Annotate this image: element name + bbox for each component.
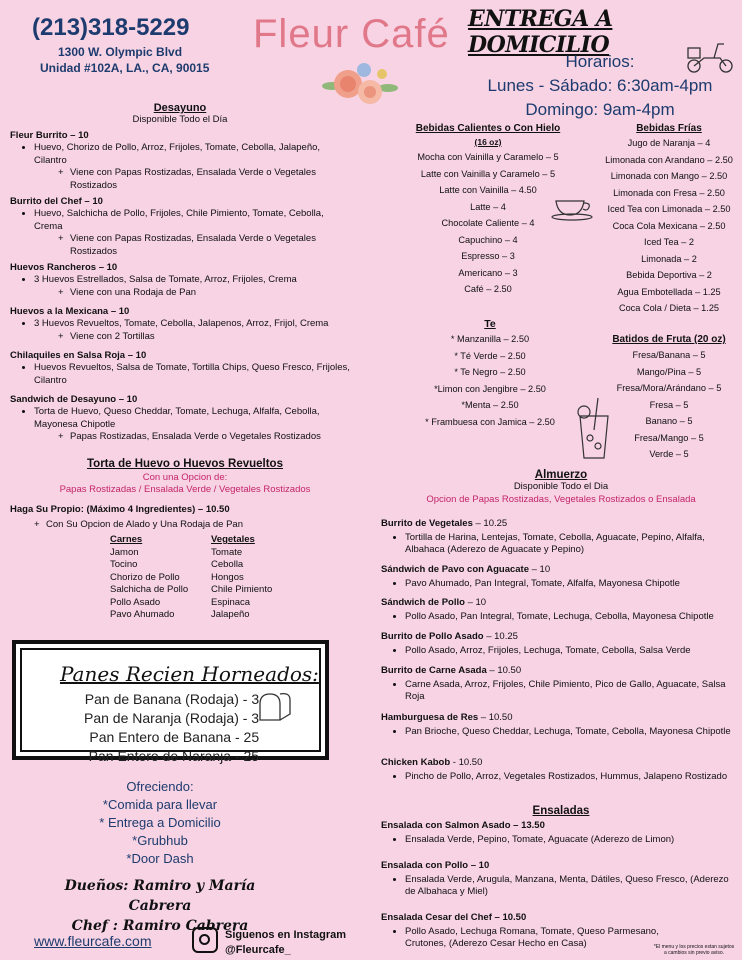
item-price: – 10.50 — [491, 912, 527, 923]
drink-item: Chocolate Caliente – 4 — [441, 218, 535, 228]
instagram-handle: @Fleurcafe_ — [225, 944, 291, 956]
item-desc: • Pincho de Pollo, Arroz, Vegetales Rostizados, Hummus, Jalapeno Rostizado — [405, 771, 737, 784]
bread-icon — [254, 690, 294, 726]
hot-drinks-size: (16 oz) — [474, 137, 502, 147]
item-desc: • Huevos Revueltos, Salsa de Tomate, Tortilla Chips, Queso Fresco, Frijoles, Cilantro — [34, 362, 350, 387]
carnes-list — [110, 534, 200, 622]
item-title: Chicken Kabob — [381, 757, 451, 768]
item-title: Ensalada Cesar del Chef — [381, 912, 492, 923]
salads-header — [380, 805, 742, 817]
item-price: – 10.25 — [472, 518, 508, 529]
item-price: – 10.25 — [483, 631, 518, 642]
panes-title: Panes Recien Horneados: — [60, 662, 319, 686]
item-title: Sándwich de Pollo — [381, 597, 465, 608]
item-desc: • Ensalada Verde, Pepino, Tomate, Aguacate (Aderezo de Limon) — [405, 834, 737, 847]
breakfast-item — [10, 262, 350, 299]
vegetales-label: Vegetales — [211, 534, 255, 545]
drink-item: Limonada con Fresa – 2.50 — [613, 187, 725, 198]
salad-item — [381, 860, 737, 899]
lunch-item — [381, 665, 737, 704]
drink-item: Café – 2.50 — [464, 284, 512, 294]
instagram-line-1: Siguenos en Instagram — [225, 929, 347, 941]
smoothies — [596, 334, 742, 463]
item-title: Sandwich de Desayuno – 10 — [10, 394, 138, 405]
vegetales-list — [211, 534, 301, 622]
lunch-item — [381, 597, 737, 623]
item-desc: • 3 Huevos Estrellados, Salsa de Tomate, Arroz, Frijoles, Crema — [34, 274, 350, 287]
drink-item: Latte con Vainilla y Caramelo – 5 — [420, 168, 556, 179]
smoothies-title: Batidos de Fruta (20 oz) — [612, 334, 726, 345]
drink-item: Limonada con Arandano – 2.50 — [605, 154, 733, 165]
coffee-cup-icon — [550, 193, 594, 221]
item-price: - 10.50 — [450, 757, 483, 768]
tea-title: Te — [484, 318, 496, 330]
instagram-text[interactable] — [225, 928, 346, 958]
hours — [470, 50, 730, 122]
pan-item: Pan Entero de Banana - 25 — [89, 729, 260, 745]
breakfast-title: Desayuno — [153, 102, 207, 114]
ofreciendo-item: *Grubhub — [132, 833, 188, 848]
salad-item — [381, 912, 671, 951]
item-price: – 13.50 — [510, 820, 545, 831]
tea-item: *Limon con Jengibre – 2.50 — [434, 383, 546, 394]
drink-item: Espresso – 3 — [461, 251, 515, 261]
panes-inner-border — [20, 648, 321, 764]
item-desc: • Pan Brioche, Queso Cheddar, Lechuga, Tomate, Cebolla, Mayonesa Chipotle — [405, 726, 737, 739]
item-title: Huevos Rancheros – 10 — [10, 262, 118, 273]
disclaimer: *El menu y los precios estan sujetos a cambios sin previo aviso. — [653, 944, 735, 956]
website-link[interactable]: www.fleurcafe.com — [34, 933, 152, 949]
drink-item: Americano – 3 — [458, 267, 518, 278]
panes-list — [84, 690, 259, 766]
lunch-item — [381, 518, 737, 557]
torta-title: Torta de Huevo o Huevos Revueltos — [87, 458, 283, 470]
hours-title: Horarios: — [565, 52, 635, 71]
item-title: Sándwich de Pavo con Aguacate — [381, 564, 529, 575]
address-line-2: Unidad #102A, LA., CA, 90015 — [40, 61, 210, 75]
item-title: Chilaquiles en Salsa Roja – 10 — [10, 350, 147, 361]
item-title: Burrito de Vegetales — [381, 518, 473, 529]
breakfast-item — [10, 196, 350, 258]
lunch-item — [381, 757, 737, 783]
drink-item: Iced Tea con Limonada – 2.50 — [607, 204, 731, 214]
item-title: Burrito de Carne Asada — [381, 665, 487, 676]
item-price: – 10 — [464, 597, 487, 608]
lunch-header — [380, 469, 742, 505]
torta-subtitle: Con una Opcion de: — [142, 472, 228, 483]
carne-item: Tocino — [110, 559, 138, 570]
build-title: Haga Su Propio: (Máximo 4 Ingredientes) – 10.50 — [10, 504, 230, 515]
item-price: – 10 — [468, 860, 490, 871]
item-title: Fleur Burrito – 10 — [10, 130, 89, 141]
carne-item: Pollo Asado — [110, 596, 161, 608]
drink-item: Limonada – 2 — [641, 253, 697, 264]
vegetal-item: Chile Pimiento — [211, 584, 273, 595]
drink-item: Latte – 4 — [470, 201, 506, 212]
item-desc: • Ensalada Verde, Arugula, Manzana, Menta, Dátiles, Queso Fresco, (Aderezo de Albahaca y Miel) — [405, 874, 737, 899]
drink-item: Coca Cola / Dieta – 1.25 — [618, 303, 720, 313]
drink-item: Capuchino – 4 — [458, 234, 518, 245]
build-your-own — [10, 504, 350, 532]
smoothie-item: Fresa/Mora/Arándano – 5 — [616, 383, 722, 393]
torta-options: Papas Rostizadas / Ensalada Verde / Vegetales Rostizados — [59, 484, 311, 495]
lunch-title: Almuerzo — [534, 469, 588, 481]
ofreciendo-item: *Door Dash — [126, 851, 194, 866]
smoothie-item: Banano – 5 — [645, 416, 693, 426]
tea-item: *Menta – 2.50 — [461, 400, 519, 410]
tea-item: * Frambuesa con Jamica – 2.50 — [425, 416, 555, 427]
carne-item: Chorizo de Pollo — [110, 571, 180, 583]
item-desc: • Carne Asada, Arroz, Frijoles, Chile Pimiento, Pico de Gallo, Aguacate, Salsa Roja — [405, 679, 737, 704]
pan-item: Pan Entero de Naranja - 25 — [88, 748, 260, 764]
item-desc: • Tortilla de Harina, Lentejas, Tomate, Cebolla, Aguacate, Pepino, Alfalfa, Albahaca (Aderezo de Aguacate y Pepino) — [405, 532, 737, 557]
item-desc: • 3 Huevos Revueltos, Tomate, Cebolla, Jalapenos, Arroz, Frijol, Crema — [34, 318, 350, 331]
breakfast-header — [10, 102, 350, 125]
item-price: – 10 — [529, 564, 551, 575]
hours-weekday: Lunes - Sábado: 6:30am-4pm — [487, 76, 713, 95]
vegetal-item: Tomate — [211, 546, 243, 558]
smoothie-item: Fresa/Mango – 5 — [634, 432, 704, 443]
drink-item: Limonada con Mango – 2.50 — [610, 171, 728, 181]
owners-line: Dueños: Ramiro y María Cabrera — [64, 878, 256, 914]
ofreciendo-title: Ofreciendo: — [126, 779, 194, 794]
breakfast-item — [10, 350, 350, 387]
item-desc: • Pollo Asado, Arroz, Frijoles, Lechuga, Tomate, Cebolla, Salsa Verde — [405, 645, 737, 658]
item-extra: + Viene con Papas Rostizadas, Ensalada Verde o Vegetales Rostizados — [70, 233, 350, 258]
drink-item: Latte con Vainilla – 4.50 — [439, 185, 537, 195]
item-price: – 10.50 — [486, 665, 522, 676]
hot-drinks-title: Bebidas Calientes o Con Hielo — [415, 123, 561, 134]
carnes-label: Carnes — [110, 534, 143, 545]
instagram-icon[interactable] — [192, 927, 218, 953]
tea-item: * Te Negro – 2.50 — [454, 367, 526, 377]
lunch-item — [381, 712, 737, 738]
carne-item: Jamon — [110, 546, 139, 558]
drink-item: Bebida Deportiva – 2 — [626, 270, 712, 280]
vegetal-item: Hongos — [211, 571, 244, 583]
drink-item: Jugo de Naranja – 4 — [627, 138, 711, 148]
salads-title: Ensaladas — [532, 805, 590, 817]
carne-item: Pavo Ahumado — [110, 609, 175, 620]
drink-item: Agua Embotellada – 1.25 — [617, 286, 721, 297]
item-title: Ensalada con Pollo — [381, 860, 469, 871]
tea-item: * Té Verde – 2.50 — [454, 350, 526, 361]
item-desc: • Pollo Asado, Pan Integral, Tomate, Lechuga, Cebolla, Mayonesa Chipotle — [405, 611, 737, 624]
item-desc: • Torta de Huevo, Queso Cheddar, Tomate, Lechuga, Alfalfa, Cebolla, Mayonesa Chipotle — [34, 406, 350, 431]
lunch-options: Opcion de Papas Rostizadas, Vegetales Rostizados o Ensalada — [426, 494, 696, 505]
address — [40, 44, 209, 76]
delivery-title: ENTREGA A DOMICILIO — [468, 6, 613, 58]
lunch-item — [381, 631, 737, 657]
item-desc: • Huevo, Salchicha de Pollo, Frijoles, Chile Pimiento, Tomate, Cebolla, Crema — [34, 208, 350, 233]
drink-item: Mocha con Vainilla y Caramelo – 5 — [417, 152, 559, 162]
smoothie-item: Fresa/Banana – 5 — [632, 350, 706, 360]
ofreciendo — [90, 778, 230, 868]
item-title: Burrito del Chef – 10 — [10, 196, 103, 207]
breakfast-item — [10, 306, 350, 343]
lunch-item — [381, 564, 737, 590]
item-title: Hamburguesa de Res — [381, 712, 479, 723]
drink-item: Iced Tea – 2 — [644, 237, 694, 247]
item-desc: • Pollo Asado, Lechuga Romana, Tomate, Queso Parmesano, Crutones, (Aderezo Cesar Hecho en Casa) — [405, 926, 671, 951]
tea — [400, 318, 580, 430]
tea-item: * Manzanilla – 2.50 — [450, 334, 530, 344]
brand-title: Fleur Café — [253, 12, 450, 56]
vegetal-item: Espinaca — [211, 596, 251, 608]
item-desc: • Huevo, Chorizo de Pollo, Arroz, Frijoles, Tomate, Cebolla, Jalapeño, Cilantro — [34, 142, 350, 167]
item-extra: + Viene con 2 Tortillas — [70, 331, 350, 344]
breakfast-subtitle: Disponible Todo el Día — [132, 114, 228, 125]
hours-sunday: Domingo: 9am-4pm — [525, 100, 675, 119]
drink-item: Coca Cola Mexicana – 2.50 — [612, 220, 726, 231]
smoothie-item: Fresa – 5 — [649, 399, 689, 410]
address-line-1: 1300 W. Olympic Blvd — [58, 45, 183, 59]
salad-item — [381, 820, 737, 846]
item-extra: + Viene con una Rodaja de Pan — [70, 287, 350, 300]
phone-number: (213)318-5229 — [32, 14, 190, 41]
pan-item: Pan de Banana (Rodaja) - 3 — [84, 691, 260, 707]
item-title: Huevos a la Mexicana – 10 — [10, 306, 130, 317]
smoothie-item: Mango/Pina – 5 — [636, 366, 702, 377]
owners — [40, 876, 280, 936]
pan-item: Pan de Naranja (Rodaja) - 3 — [84, 710, 260, 726]
ofreciendo-item: * Entrega a Domicilio — [99, 815, 221, 830]
breakfast-item — [10, 130, 350, 192]
breakfast-item — [10, 394, 350, 444]
lunch-subtitle: Disponible Todo el Dia — [513, 481, 609, 492]
vegetal-item: Jalapeño — [211, 609, 250, 620]
item-price: – 10.50 — [478, 712, 513, 723]
item-extra: + Viene con Papas Rostizadas, Ensalada Verde o Vegetales Rostizados — [70, 167, 350, 192]
cold-drinks-title: Bebidas Frías — [636, 123, 702, 134]
item-extra: + Papas Rostizadas, Ensalada Verde o Vegetales Rostizados — [70, 431, 350, 444]
smoothie-item: Verde – 5 — [649, 449, 689, 459]
item-title: Burrito de Pollo Asado — [381, 631, 484, 642]
ofreciendo-item: *Comida para llevar — [102, 797, 218, 812]
torta-section — [10, 458, 360, 495]
carne-item: Salchicha de Pollo — [110, 584, 189, 595]
chef-line: Chef : Ramiro Cabrera — [71, 918, 249, 934]
cold-drinks — [596, 123, 742, 317]
item-title: Ensalada con Salmon Asado — [381, 820, 511, 831]
panes-box — [12, 640, 329, 764]
build-note: + Con Su Opcion de Alado y Una Rodaja de Pan — [46, 519, 350, 532]
item-desc: • Pavo Ahumado, Pan Integral, Tomate, Alfalfa, Mayonesa Chipotle — [405, 578, 737, 591]
vegetal-item: Cebolla — [211, 559, 244, 570]
